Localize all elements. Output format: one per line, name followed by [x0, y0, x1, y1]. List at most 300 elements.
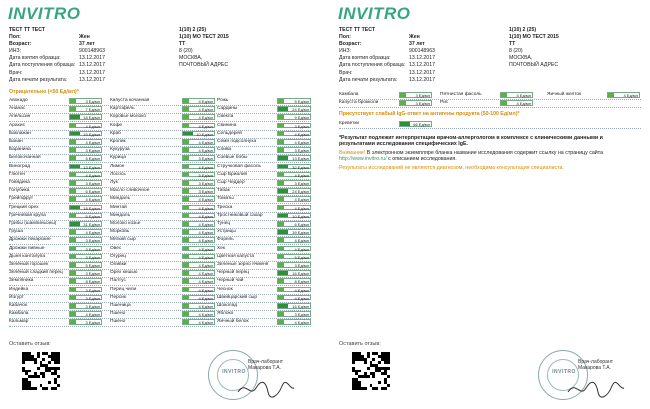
- allergen-name: Грейпфрут: [9, 196, 34, 202]
- info-label: ТЕСТ ТТ ТЕСТ: [9, 27, 46, 33]
- allergen-name: Авокадо: [9, 98, 28, 103]
- result-level-bar: [70, 312, 76, 316]
- allergen-name: Капуста кочанная: [110, 98, 150, 103]
- laboratory-stamp: INVITRO: [208, 350, 258, 400]
- info-value-secondary: 1(10) 2 (25): [509, 27, 537, 33]
- result-level-bar: [183, 255, 189, 259]
- result-value: 4 Ед/мл: [277, 139, 311, 145]
- info-row: [339, 55, 639, 62]
- allergen-name: Морковь: [110, 229, 130, 235]
- doctor-signature-block: [578, 359, 613, 371]
- doctor-role: Врач-лаборант: [248, 359, 284, 365]
- result-level-bar: [70, 263, 76, 267]
- allergen-name: Баранина: [9, 147, 31, 153]
- result-level-bar: [70, 296, 76, 300]
- result-value: 6 Ед/мл: [69, 188, 102, 194]
- result-level-bar: [278, 247, 284, 251]
- result-level-bar: [70, 222, 80, 226]
- info-value: [79, 27, 179, 34]
- feedback-label: Оставить отзыв:: [9, 341, 51, 347]
- info-label: Возраст:: [339, 41, 362, 48]
- result-level-bar: [278, 189, 288, 193]
- allergen-name: Дрожжи пекарские: [9, 237, 51, 243]
- info-value: 13.12.2017: [409, 62, 435, 69]
- allergen-name: Йогурт: [9, 294, 24, 300]
- result-value: 4 Ед/мл: [277, 196, 311, 202]
- result-level-bar: [278, 132, 284, 136]
- allergen-name: Голубика: [9, 188, 30, 194]
- results-table-weak: [339, 120, 641, 130]
- result-level-bar: [70, 115, 80, 119]
- result-value: 3 Ед/мл: [182, 155, 215, 161]
- result-level-bar: [70, 206, 80, 210]
- result-level-bar: [183, 99, 189, 103]
- result-value: 4 Ед/мл: [277, 131, 311, 137]
- allergen-name: Коровье молоко: [110, 114, 147, 120]
- result-level-bar: [70, 99, 76, 103]
- result-level-bar: [278, 197, 284, 201]
- result-value: 4 Ед/мл: [182, 205, 215, 211]
- allergen-name: Баклажан: [9, 130, 31, 136]
- result-level-bar: [183, 115, 189, 119]
- allergen-name: Индейка: [9, 286, 29, 292]
- allergen-name: Курица: [110, 155, 126, 161]
- result-level-bar: [400, 101, 406, 105]
- info-label: Возраст:: [9, 41, 32, 48]
- result-level-bar: [278, 222, 284, 226]
- result-level-bar: [70, 238, 76, 242]
- patient-info: [339, 27, 639, 84]
- invitro-logo: INVITRO: [338, 4, 411, 23]
- result-level-bar: [278, 263, 284, 267]
- result-value: 5 Ед/мл: [69, 155, 102, 161]
- result-value: 3 Ед/мл: [277, 311, 311, 317]
- allergen-name: Соевые бобы: [217, 155, 248, 161]
- allergen-name: Шоколад: [217, 303, 238, 308]
- allergen-name: Палтус: [110, 278, 126, 284]
- result-value: 4 Ед/мл: [182, 303, 215, 309]
- allergen-name: Треска: [217, 204, 233, 210]
- result-value: 4 Ед/мл: [182, 229, 215, 235]
- result-level-bar: [278, 255, 284, 259]
- result-level-bar: [183, 238, 189, 242]
- allergen-name: Дыня канталупа: [9, 253, 46, 259]
- results-table-top: [339, 91, 641, 109]
- result-value: 4 Ед/мл: [182, 237, 215, 243]
- result-level-bar: [400, 93, 406, 97]
- info-label: Пол:: [9, 34, 21, 41]
- result-value: 4 Ед/мл: [182, 114, 215, 120]
- info-row: [9, 27, 309, 34]
- result-value: 4 Ед/мл: [182, 147, 215, 153]
- result-level-bar: [183, 132, 193, 136]
- allergen-name: Яблоко: [217, 311, 234, 317]
- result-level-bar: [70, 214, 76, 218]
- allergen-name: Огурец: [110, 253, 126, 259]
- allergen-name: Белокочанная: [9, 155, 41, 161]
- result-value: 19 Ед/мл: [69, 131, 102, 137]
- info-value: Жен: [79, 34, 90, 41]
- signature-scribble: [236, 378, 296, 400]
- result-level-bar: [70, 255, 76, 259]
- result-value: 4 Ед/мл: [182, 139, 215, 145]
- result-level-bar: [70, 197, 76, 201]
- result-value: 4 Ед/мл: [182, 295, 215, 301]
- info-row: [339, 41, 639, 48]
- allergen-name: Пшено: [110, 311, 126, 317]
- allergen-name: Краб: [110, 130, 121, 136]
- info-label: Дата взятия образца:: [339, 55, 391, 62]
- result-level-bar: [70, 165, 80, 169]
- allergen-name: Пятнистая фасоль: [440, 92, 482, 97]
- allergen-name: Табак: [217, 188, 230, 194]
- result-value: 32 Ед/мл: [277, 164, 311, 170]
- info-row: [9, 34, 309, 41]
- result-level-bar: [278, 296, 284, 300]
- allergen-name: Рис: [440, 100, 449, 106]
- result-level-bar: [183, 263, 189, 267]
- allergen-name: Грибы (шампиньоны): [9, 221, 57, 226]
- result-value: 16 Ед/мл: [277, 270, 311, 276]
- result-value: 4 Ед/мл: [182, 287, 215, 293]
- info-label: ИНЗ:: [339, 48, 352, 55]
- info-value: Жен: [409, 34, 420, 41]
- result-value: 7 Ед/мл: [69, 106, 102, 112]
- allergen-name: Сардины: [217, 106, 238, 112]
- result-level-bar: [278, 238, 284, 242]
- result-level-bar: [183, 165, 189, 169]
- result-value: 3 Ед/мл: [277, 180, 311, 186]
- allergen-name: Орех кешью: [110, 270, 138, 276]
- result-level-bar: [183, 279, 189, 283]
- result-level-bar: [278, 99, 284, 103]
- allergen-name: Пшеница: [110, 303, 131, 308]
- laboratory-stamp: INVITRO: [538, 350, 588, 400]
- result-level-bar: [183, 156, 189, 160]
- result-value: 3 Ед/мл: [69, 237, 102, 243]
- result-level-bar: [70, 107, 76, 111]
- result-value: 3 Ед/мл: [69, 270, 102, 276]
- allergen-name: Лимон: [110, 163, 125, 169]
- result-value: 3 Ед/мл: [69, 98, 102, 104]
- result-level-bar: [278, 206, 284, 210]
- result-value: 4 Ед/мл: [182, 196, 215, 202]
- result-value: 4 Ед/мл: [500, 92, 533, 98]
- info-label: Дата печати результата:: [339, 76, 398, 83]
- doctor-name: Макарова Т.А.: [248, 365, 282, 371]
- allergen-name: Груша: [9, 229, 23, 235]
- allergen-name: Мягкий сыр: [110, 237, 136, 243]
- allergen-name: Свекла: [217, 114, 234, 120]
- result-value: 18 Ед/мл: [69, 205, 102, 211]
- result-value: 4 Ед/мл: [182, 123, 215, 129]
- result-value: 3 Ед/мл: [277, 123, 311, 129]
- result-level-bar: [183, 288, 189, 292]
- allergen-name: Тунец: [217, 221, 231, 226]
- info-value: 900148963: [79, 48, 105, 55]
- result-value: 10 Ед/мл: [182, 131, 215, 137]
- result-value: 4 Ед/мл: [607, 92, 640, 98]
- signature-scribble: [566, 378, 626, 400]
- result-value: 4 Ед/мл: [277, 205, 311, 211]
- section-title-weak: Присутствует слабый IgG-ответ на антигены продукта (50-100 Ед/мл)*: [339, 111, 520, 117]
- result-value: 6 Ед/мл: [277, 221, 311, 227]
- result-value: 4 Ед/мл: [182, 319, 215, 325]
- result-value: 3 Ед/мл: [182, 188, 215, 194]
- allergen-name: Черный чай: [217, 278, 244, 284]
- result-level-bar: [70, 279, 76, 283]
- info-value: 13.12.2017: [79, 55, 105, 62]
- result-level-bar: [278, 230, 288, 234]
- result-value: 66 Ед/мл: [399, 121, 432, 127]
- result-value: 4 Ед/мл: [69, 229, 102, 235]
- allergen-name: Земляника: [9, 278, 34, 284]
- info-value: [409, 27, 509, 34]
- result-value: 4 Ед/мл: [182, 98, 215, 104]
- info-row: [339, 34, 639, 41]
- doctor-signature-block: [248, 359, 283, 371]
- info-label: Дата поступления образца:: [9, 62, 76, 69]
- interpretation-note: *Результат подлежит интерпретации врачом-аллергологом в комплексе с клиническими данными и результатами исследования специфических IgE.: [339, 135, 603, 148]
- result-level-bar: [278, 181, 284, 185]
- result-value: 4 Ед/мл: [277, 319, 311, 325]
- allergen-name: Креветки: [339, 121, 360, 126]
- result-value: 3 Ед/мл: [69, 295, 102, 301]
- info-row: [339, 70, 639, 77]
- allergen-name: Минтай: [110, 204, 127, 210]
- info-row: [9, 77, 309, 84]
- feedback-qr-code[interactable]: [22, 352, 60, 390]
- info-label: Дата печати результата:: [9, 76, 68, 83]
- info-value: 13.12.2017: [79, 69, 105, 76]
- result-level-bar: [183, 181, 189, 185]
- allergen-name: Томаты: [217, 196, 234, 202]
- info-row: [9, 55, 309, 62]
- result-value: 4 Ед/мл: [182, 213, 215, 219]
- result-value: 13 Ед/мл: [69, 164, 102, 170]
- result-value: 3 Ед/мл: [69, 287, 102, 293]
- result-value: 8 Ед/мл: [69, 278, 102, 284]
- result-level-bar: [70, 156, 76, 160]
- allergen-name: Семя подсолнуха: [217, 139, 257, 144]
- allergen-name: Пшено: [110, 319, 126, 325]
- result-level-bar: [183, 312, 189, 316]
- result-value: 5 Ед/мл: [277, 254, 311, 260]
- info-value-secondary: 1(10) МО ТЕСТ 2015: [509, 34, 559, 41]
- result-level-bar: [278, 288, 284, 292]
- result-level-bar: [608, 93, 614, 97]
- info-value-secondary: ТТ: [179, 41, 186, 48]
- allergen-name: Сыр Чеддер: [217, 180, 245, 185]
- result-value: 5 Ед/мл: [277, 98, 311, 104]
- info-value-secondary: МОСКВА,: [179, 55, 203, 62]
- site-link-note: Внимание! В электронном экземпляре бланка название исследования содержит ссылку на страницу сайта http://www.invitro.ru/ с описанием исследования.: [339, 150, 604, 163]
- result-level-bar: [70, 320, 76, 324]
- result-value: 4 Ед/мл: [277, 287, 311, 293]
- allergen-name: Швейцарский сыр: [217, 294, 258, 300]
- result-level-bar: [183, 124, 189, 128]
- result-level-bar: [183, 222, 189, 226]
- allergen-name: Миндаль: [110, 196, 131, 202]
- allergen-name: Лосось: [110, 171, 126, 177]
- result-value: 18 Ед/мл: [69, 114, 102, 120]
- result-value: 31 Ед/мл: [69, 221, 102, 227]
- allergen-name: Зеленые зерно ячменя: [217, 262, 269, 267]
- allergen-name: Арахис: [9, 122, 26, 128]
- result-level-bar: [70, 189, 76, 193]
- result-level-bar: [70, 271, 76, 275]
- info-row: [9, 62, 309, 69]
- allergen-name: Зелёный горошек: [9, 262, 49, 267]
- result-value: 4 Ед/мл: [277, 246, 311, 252]
- result-level-bar: [70, 230, 76, 234]
- allergen-name: Овес: [110, 245, 122, 251]
- result-level-bar: [183, 247, 189, 251]
- allergen-name: Кабачок: [9, 303, 27, 308]
- result-level-bar: [183, 107, 189, 111]
- info-row: [9, 70, 309, 77]
- result-level-bar: [70, 140, 76, 144]
- result-level-bar: [183, 189, 189, 193]
- allergen-name: Кукуруза: [110, 147, 130, 153]
- allergen-name: Апельсин: [9, 114, 31, 120]
- result-level-bar: [278, 173, 284, 177]
- result-value: 5 Ед/мл: [69, 213, 102, 219]
- result-value: 3 Ед/мл: [69, 319, 102, 325]
- allergen-name: Молоко козье: [110, 221, 141, 226]
- allergen-name: Грецкий орех: [9, 204, 39, 210]
- allergen-name: Оливки: [110, 262, 127, 267]
- attention-label: Внимание!: [339, 150, 366, 156]
- result-value: 3 Ед/мл: [69, 180, 102, 186]
- result-value: 3 Ед/мл: [399, 100, 432, 106]
- result-value: 4 Ед/мл: [182, 311, 215, 317]
- info-label: Дата взятия образца:: [9, 55, 61, 62]
- info-row: [9, 41, 309, 48]
- allergen-name: Гречневая крупа: [9, 212, 46, 218]
- info-value-secondary: ТТ: [509, 41, 516, 48]
- result-value: 24 Ед/мл: [277, 188, 311, 194]
- result-value: 3 Ед/мл: [69, 147, 102, 153]
- allergen-name: Лук: [110, 180, 118, 185]
- result-level-bar: [70, 288, 76, 292]
- result-value: 4 Ед/мл: [182, 278, 215, 284]
- result-value: 3 Ед/мл: [69, 246, 102, 252]
- info-value: 37 лет: [79, 41, 95, 48]
- info-row: [9, 48, 309, 55]
- site-link[interactable]: http://www.invitro.ru/: [339, 156, 387, 163]
- result-level-bar: [278, 320, 284, 324]
- result-level-bar: [183, 140, 189, 144]
- result-level-bar: [183, 214, 189, 218]
- allergen-name: Капуста брокколи: [339, 100, 379, 106]
- allergen-name: Глютен: [9, 171, 26, 177]
- diagnosis-disclaimer: Результаты исследований не являются диагнозом, необходима консультация специалиста.: [339, 165, 564, 171]
- result-level-bar: [70, 181, 76, 185]
- allergen-name: Слива: [217, 147, 232, 153]
- result-level-bar: [70, 148, 76, 152]
- allergen-name: Яичный желток: [547, 92, 582, 97]
- result-value: 4 Ед/мл: [182, 246, 215, 252]
- result-level-bar: [183, 173, 189, 177]
- info-row: [339, 77, 639, 84]
- result-level-bar: [70, 124, 76, 128]
- feedback-label: Оставить отзыв:: [339, 341, 381, 347]
- allergen-name: Кальмар: [9, 319, 29, 325]
- allergen-name: Персик: [110, 294, 126, 300]
- allergen-name: Камбала: [9, 311, 29, 317]
- result-level-bar: [70, 247, 76, 251]
- result-value: 4 Ед/мл: [182, 164, 215, 170]
- result-value: 10 Ед/мл: [277, 213, 311, 219]
- result-level-bar: [278, 271, 288, 275]
- result-value: 9 Ед/мл: [277, 114, 311, 120]
- info-row: [339, 48, 639, 55]
- info-label: Пол:: [339, 34, 351, 41]
- info-value-secondary: ПОЧТОВЫЙ АДРЕС: [179, 62, 229, 69]
- table-row: [9, 318, 311, 327]
- result-value: 4 Ед/мл: [69, 139, 102, 145]
- info-value: 13.12.2017: [409, 69, 435, 76]
- allergen-name: Говядина: [9, 180, 30, 185]
- report-page-left: [0, 0, 320, 409]
- result-value: 5 Ед/мл: [69, 262, 102, 268]
- table-row: [339, 120, 641, 129]
- result-level-bar: [183, 197, 189, 201]
- result-level-bar: [400, 122, 410, 126]
- result-value: 4 Ед/мл: [182, 270, 215, 276]
- result-value: 4 Ед/мл: [182, 262, 215, 268]
- result-value: 3 Ед/мл: [182, 180, 215, 186]
- allergen-name: Банан: [9, 139, 23, 144]
- allergen-name: Виноград: [9, 163, 31, 169]
- result-level-bar: [183, 320, 189, 324]
- result-level-bar: [501, 93, 507, 97]
- allergen-name: Кофе: [110, 122, 123, 128]
- allergen-name: Кролик: [110, 139, 126, 144]
- info-value-secondary: 8 (20): [179, 48, 193, 55]
- info-value: 13.12.2017: [79, 62, 105, 69]
- feedback-qr-code[interactable]: [352, 352, 390, 390]
- result-level-bar: [278, 140, 284, 144]
- allergen-name: Цветная капуста: [217, 253, 255, 259]
- patient-info: [9, 27, 309, 84]
- allergen-name: Хек: [217, 245, 225, 251]
- allergen-name: Картофель: [110, 106, 135, 112]
- result-value: 4 Ед/мл: [182, 221, 215, 227]
- info-value-secondary: 1(10) 2 (25): [179, 27, 207, 33]
- result-level-bar: [278, 124, 284, 128]
- result-value: 4 Ед/мл: [277, 237, 311, 243]
- allergen-name: Стручковая фасоль: [217, 163, 262, 169]
- section-title-negative: Отрицательно (<50 Ед/мл)*: [9, 89, 79, 95]
- result-value: 4 Ед/мл: [69, 172, 102, 178]
- allergen-name: Дрожжи пивные: [9, 245, 45, 251]
- result-value: 4 Ед/мл: [182, 106, 215, 112]
- allergen-name: Тростниковый сахар: [217, 212, 263, 218]
- result-level-bar: [278, 165, 288, 169]
- result-value: 4 Ед/мл: [500, 100, 533, 106]
- doctor-name: Макарова Т.А.: [578, 365, 612, 371]
- result-level-bar: [183, 304, 189, 308]
- result-value: 4 Ед/мл: [69, 123, 102, 129]
- result-value: 39 Ед/мл: [277, 229, 311, 235]
- result-level-bar: [183, 206, 189, 210]
- result-value: 3 Ед/мл: [277, 262, 311, 268]
- info-label: Дата поступления образца:: [339, 62, 406, 69]
- result-value: 4 Ед/мл: [69, 196, 102, 202]
- result-level-bar: [70, 132, 80, 136]
